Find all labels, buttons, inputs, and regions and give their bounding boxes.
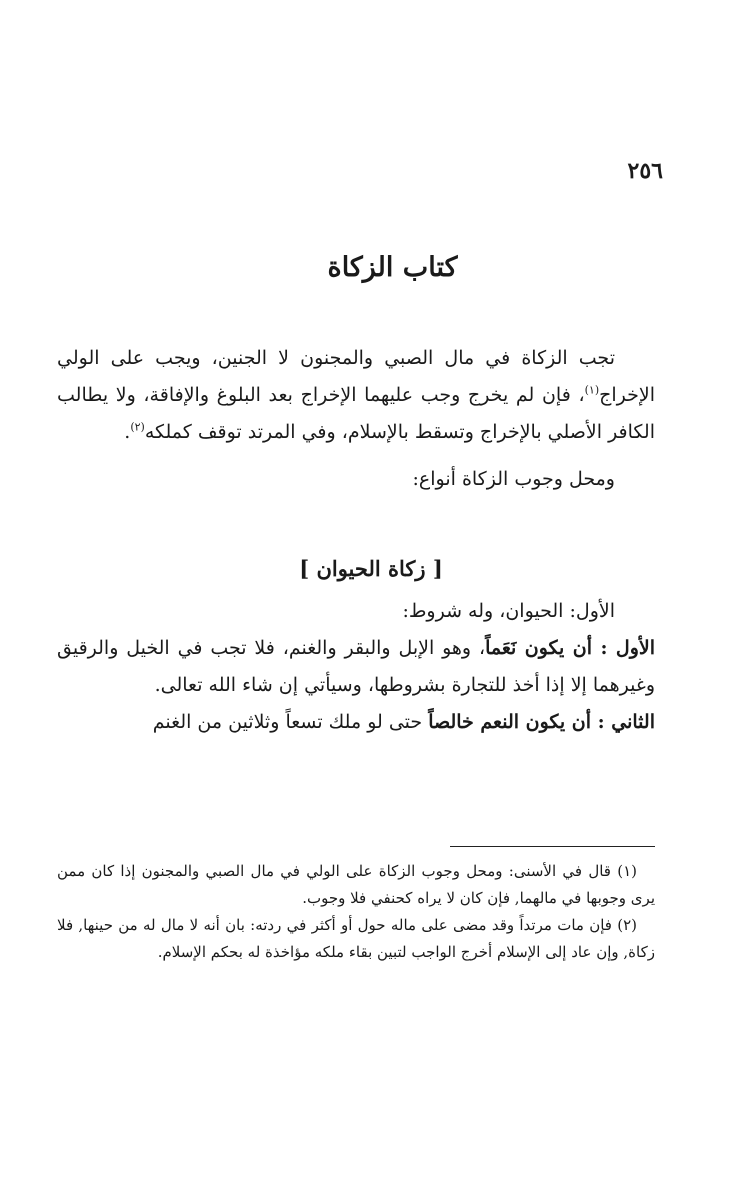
paragraph-zakat-obligation bbox=[57, 340, 655, 451]
footnote-1: (١) قال في الأسنى: ومحل وجوب الزكاة على الولي في مال الصبي والمجنون إذا كان ممن يرى وجوبها في مالهما, فإن كان لا يراه كحنفي فلا وجوب. bbox=[57, 862, 655, 907]
chapter-title: كتاب الزكاة bbox=[327, 252, 458, 283]
section-heading: [ زكاة الحيوان ] bbox=[299, 556, 443, 581]
main-text bbox=[57, 340, 655, 741]
condition-first-text: ، وهو الإبل والبقر والغنم، فلا تجب في الخيل والرقيق وغيرهما إلا إذا أخذ للتجارة بشروطها، وسيأتي إن شاء الله تعالى. bbox=[57, 637, 655, 696]
footnotes bbox=[57, 858, 655, 966]
page-number: ٢٥٦ bbox=[627, 158, 663, 184]
footnote-marker-1: (١) bbox=[584, 383, 600, 397]
footnote-marker-2: (٢) bbox=[130, 420, 145, 434]
footnote-2: (٢) فإن مات مرتداً وقد مضى على ماله حول أو أكثر في ردته: بان أنه لا مال له من حينها, فلا زكاة, وإن عاد إلى الإسلام أخرج الواجب لتبين بقاء ملكه مؤاخذة له بحكم الإسلام. bbox=[57, 916, 655, 961]
condition-second-label: الثاني : أن يكون النعم خالصاً bbox=[428, 711, 655, 733]
footnote-separator bbox=[450, 846, 655, 847]
paragraph-text: تجب الزكاة في مال الصبي والمجنون لا الجنين، ويجب على الولي الإخراج bbox=[57, 347, 655, 406]
condition-first bbox=[57, 630, 655, 704]
paragraph-end: . bbox=[124, 421, 131, 443]
paragraph-first-type: الأول: الحيوان، وله شروط: bbox=[402, 600, 615, 622]
condition-second-text: حتى لو ملك تسعاً وثلاثين من الغنم bbox=[152, 711, 429, 733]
paragraph-text-continued: ، فإن لم يخرج وجب عليهما الإخراج بعد البلوغ والإفاقة، ولا يطالب الكافر الأصلي بالإخراج وتسقط بالإسلام، وفي المرتد توقف كملكه bbox=[57, 384, 655, 443]
condition-first-label: الأول : أن يكون نَعَماً bbox=[485, 637, 655, 659]
paragraph-zakat-types: ومحل وجوب الزكاة أنواع: bbox=[412, 468, 615, 490]
condition-second bbox=[57, 704, 655, 741]
